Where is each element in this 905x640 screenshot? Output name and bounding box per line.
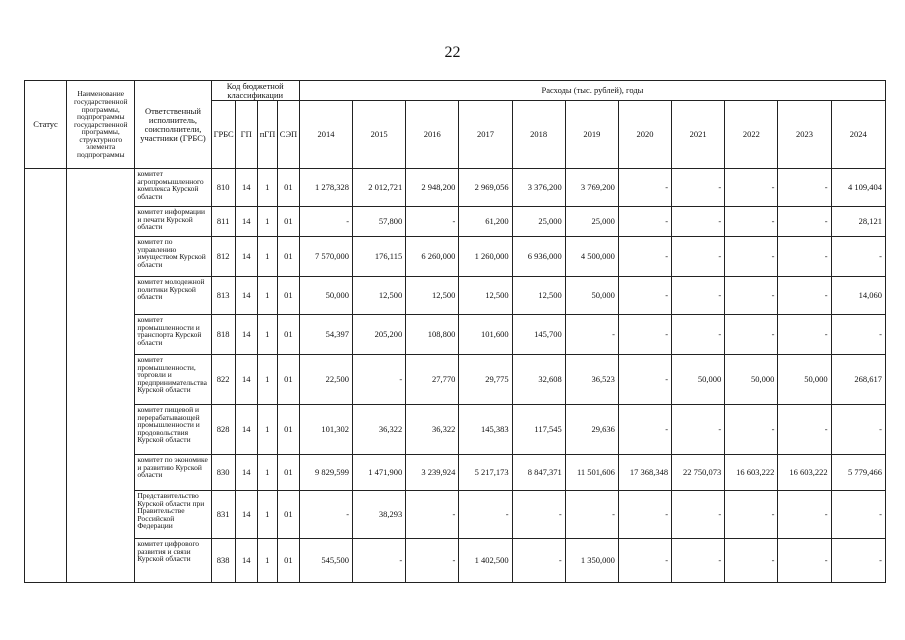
header-year: 2020 xyxy=(618,101,671,169)
code-cell: 01 xyxy=(277,355,299,405)
code-cell: 810 xyxy=(211,169,235,207)
value-cell: 108,800 xyxy=(406,315,459,355)
code-cell: 14 xyxy=(235,405,257,455)
value-cell: 7 570,000 xyxy=(299,237,352,277)
value-cell: 1 471,900 xyxy=(353,455,406,491)
code-cell: 14 xyxy=(235,277,257,315)
value-cell: 38,293 xyxy=(353,491,406,539)
value-cell: 5 217,173 xyxy=(459,455,512,491)
value-cell: 50,000 xyxy=(672,355,725,405)
value-cell: 61,200 xyxy=(459,207,512,237)
executor-cell: комитет промышленности, торговли и предпринимательства Курской области xyxy=(135,355,211,405)
header-year: 2024 xyxy=(831,101,885,169)
header-code-grbs: ГРБС xyxy=(211,101,235,169)
table-row xyxy=(25,169,886,207)
value-cell: 29,636 xyxy=(565,405,618,455)
value-cell: 205,200 xyxy=(353,315,406,355)
code-cell: 14 xyxy=(235,169,257,207)
code-cell: 14 xyxy=(235,237,257,277)
value-cell: 54,397 xyxy=(299,315,352,355)
value-cell: 14,060 xyxy=(831,277,885,315)
value-cell: 50,000 xyxy=(299,277,352,315)
value-cell: 2 012,721 xyxy=(353,169,406,207)
value-cell: 6 260,000 xyxy=(406,237,459,277)
table-row xyxy=(25,405,886,455)
budget-table xyxy=(24,80,886,583)
value-cell: - xyxy=(672,491,725,539)
value-cell: 36,322 xyxy=(406,405,459,455)
name-cell xyxy=(67,169,135,583)
value-cell: 1 260,000 xyxy=(459,237,512,277)
value-cell: 176,115 xyxy=(353,237,406,277)
value-cell: - xyxy=(672,315,725,355)
table-row xyxy=(25,315,886,355)
value-cell: 4 109,404 xyxy=(831,169,885,207)
value-cell: - xyxy=(406,491,459,539)
code-cell: 01 xyxy=(277,237,299,277)
code-cell: 818 xyxy=(211,315,235,355)
header-year: 2014 xyxy=(299,101,352,169)
header-expenses-group: Расходы (тыс. рублей), годы xyxy=(299,81,885,101)
value-cell: 16 603,222 xyxy=(725,455,778,491)
code-cell: 1 xyxy=(257,405,277,455)
executor-cell: комитет информации и печати Курской области xyxy=(135,207,211,237)
value-cell: 268,617 xyxy=(831,355,885,405)
value-cell: 27,770 xyxy=(406,355,459,405)
value-cell: 3 376,200 xyxy=(512,169,565,207)
value-cell: - xyxy=(778,491,831,539)
value-cell: - xyxy=(406,539,459,583)
value-cell: - xyxy=(353,539,406,583)
table-row xyxy=(25,491,886,539)
value-cell: - xyxy=(831,539,885,583)
code-cell: 822 xyxy=(211,355,235,405)
value-cell: - xyxy=(778,405,831,455)
executor-cell: комитет молодежной политики Курской области xyxy=(135,277,211,315)
value-cell: - xyxy=(618,315,671,355)
value-cell: - xyxy=(725,405,778,455)
value-cell: - xyxy=(299,207,352,237)
table-row xyxy=(25,207,886,237)
value-cell: 22,500 xyxy=(299,355,352,405)
value-cell: - xyxy=(512,539,565,583)
value-cell: - xyxy=(725,237,778,277)
value-cell: - xyxy=(618,405,671,455)
value-cell: - xyxy=(618,169,671,207)
value-cell: 32,608 xyxy=(512,355,565,405)
code-cell: 01 xyxy=(277,315,299,355)
value-cell: 29,775 xyxy=(459,355,512,405)
value-cell: 3 239,924 xyxy=(406,455,459,491)
code-cell: 01 xyxy=(277,207,299,237)
value-cell: 50,000 xyxy=(565,277,618,315)
value-cell: 36,523 xyxy=(565,355,618,405)
code-cell: 813 xyxy=(211,277,235,315)
value-cell: - xyxy=(778,315,831,355)
value-cell: 8 847,371 xyxy=(512,455,565,491)
value-cell: 22 750,073 xyxy=(672,455,725,491)
code-cell: 14 xyxy=(235,315,257,355)
header-code-group: Код бюджетной классификации xyxy=(211,81,299,101)
code-cell: 831 xyxy=(211,491,235,539)
value-cell: 101,600 xyxy=(459,315,512,355)
code-cell: 01 xyxy=(277,277,299,315)
value-cell: - xyxy=(672,237,725,277)
value-cell: - xyxy=(565,315,618,355)
value-cell: 9 829,599 xyxy=(299,455,352,491)
header-year: 2022 xyxy=(725,101,778,169)
value-cell: - xyxy=(778,169,831,207)
value-cell: - xyxy=(672,539,725,583)
value-cell: 11 501,606 xyxy=(565,455,618,491)
value-cell: - xyxy=(618,539,671,583)
code-cell: 14 xyxy=(235,455,257,491)
header-status: Статус xyxy=(25,81,67,169)
code-cell: 838 xyxy=(211,539,235,583)
code-cell: 1 xyxy=(257,491,277,539)
value-cell: 25,000 xyxy=(565,207,618,237)
code-cell: 1 xyxy=(257,207,277,237)
value-cell: - xyxy=(353,355,406,405)
value-cell: - xyxy=(778,539,831,583)
code-cell: 14 xyxy=(235,355,257,405)
value-cell: - xyxy=(725,207,778,237)
value-cell: - xyxy=(618,237,671,277)
value-cell: 101,302 xyxy=(299,405,352,455)
code-cell: 812 xyxy=(211,237,235,277)
executor-cell: комитет по экономике и развитию Курской области xyxy=(135,455,211,491)
value-cell: 17 368,348 xyxy=(618,455,671,491)
value-cell: - xyxy=(512,491,565,539)
value-cell: 12,500 xyxy=(406,277,459,315)
code-cell: 14 xyxy=(235,207,257,237)
value-cell: 145,383 xyxy=(459,405,512,455)
value-cell: 57,800 xyxy=(353,207,406,237)
value-cell: 3 769,200 xyxy=(565,169,618,207)
value-cell: - xyxy=(778,207,831,237)
executor-cell: комитет цифрового развития и связи Курской области xyxy=(135,539,211,583)
value-cell: - xyxy=(831,491,885,539)
value-cell: - xyxy=(725,277,778,315)
table-row xyxy=(25,237,886,277)
header-year: 2017 xyxy=(459,101,512,169)
executor-cell: комитет промышленности и транспорта Курской области xyxy=(135,315,211,355)
code-cell: 811 xyxy=(211,207,235,237)
code-cell: 1 xyxy=(257,455,277,491)
value-cell: - xyxy=(831,405,885,455)
code-cell: 01 xyxy=(277,455,299,491)
value-cell: 12,500 xyxy=(459,277,512,315)
header-code-gp: ГП xyxy=(235,101,257,169)
value-cell: - xyxy=(778,277,831,315)
code-cell: 01 xyxy=(277,539,299,583)
code-cell: 14 xyxy=(235,539,257,583)
header-year: 2015 xyxy=(353,101,406,169)
value-cell: - xyxy=(672,277,725,315)
value-cell: - xyxy=(406,207,459,237)
code-cell: 828 xyxy=(211,405,235,455)
status-cell xyxy=(25,169,67,583)
header-name: Наименование государственной программы, подпрограммы государственной программы, структурного элемента подпрограммы xyxy=(67,81,135,169)
value-cell: - xyxy=(565,491,618,539)
value-cell: - xyxy=(831,315,885,355)
value-cell: 36,322 xyxy=(353,405,406,455)
value-cell: 1 278,328 xyxy=(299,169,352,207)
code-cell: 1 xyxy=(257,355,277,405)
value-cell: - xyxy=(672,169,725,207)
page-number: 22 xyxy=(444,44,461,61)
code-cell: 830 xyxy=(211,455,235,491)
code-cell: 1 xyxy=(257,315,277,355)
code-cell: 01 xyxy=(277,169,299,207)
code-cell: 14 xyxy=(235,491,257,539)
value-cell: 1 350,000 xyxy=(565,539,618,583)
code-cell: 1 xyxy=(257,277,277,315)
value-cell: 50,000 xyxy=(778,355,831,405)
value-cell: 50,000 xyxy=(725,355,778,405)
value-cell: 2 969,056 xyxy=(459,169,512,207)
header-year: 2019 xyxy=(565,101,618,169)
table-row xyxy=(25,277,886,315)
value-cell: - xyxy=(778,237,831,277)
value-cell: - xyxy=(725,539,778,583)
value-cell: 16 603,222 xyxy=(778,455,831,491)
table-row xyxy=(25,539,886,583)
value-cell: - xyxy=(618,277,671,315)
value-cell: 12,500 xyxy=(512,277,565,315)
value-cell: - xyxy=(672,207,725,237)
value-cell: 145,700 xyxy=(512,315,565,355)
executor-cell: Представительство Курской области при Правительстве Российской Федерации xyxy=(135,491,211,539)
value-cell: 117,545 xyxy=(512,405,565,455)
code-cell: 1 xyxy=(257,169,277,207)
value-cell: 25,000 xyxy=(512,207,565,237)
code-cell: 1 xyxy=(257,539,277,583)
value-cell: - xyxy=(725,315,778,355)
value-cell: 5 779,466 xyxy=(831,455,885,491)
value-cell: - xyxy=(831,237,885,277)
executor-cell: комитет агропромышленного комплекса Курской области xyxy=(135,169,211,207)
value-cell: - xyxy=(459,491,512,539)
value-cell: 28,121 xyxy=(831,207,885,237)
value-cell: 4 500,000 xyxy=(565,237,618,277)
value-cell: - xyxy=(618,355,671,405)
code-cell: 01 xyxy=(277,405,299,455)
value-cell: - xyxy=(725,491,778,539)
value-cell: - xyxy=(618,491,671,539)
value-cell: 6 936,000 xyxy=(512,237,565,277)
value-cell: 1 402,500 xyxy=(459,539,512,583)
executor-cell: комитет пищевой и перерабатывающей промышленности и продовольствия Курской области xyxy=(135,405,211,455)
value-cell: - xyxy=(618,207,671,237)
code-cell: 01 xyxy=(277,491,299,539)
table-row xyxy=(25,455,886,491)
value-cell: 12,500 xyxy=(353,277,406,315)
header-year: 2023 xyxy=(778,101,831,169)
header-executor: Ответственный исполнитель, соисполнители, участники (ГРБС) xyxy=(135,81,211,169)
table-row xyxy=(25,355,886,405)
value-cell: 545,500 xyxy=(299,539,352,583)
header-year: 2016 xyxy=(406,101,459,169)
value-cell: - xyxy=(725,169,778,207)
code-cell: 1 xyxy=(257,237,277,277)
header-code-pgp: пГП xyxy=(257,101,277,169)
executor-cell: комитет по управлению имуществом Курской области xyxy=(135,237,211,277)
value-cell: - xyxy=(299,491,352,539)
value-cell: - xyxy=(672,405,725,455)
header-code-sep: СЭП xyxy=(277,101,299,169)
value-cell: 2 948,200 xyxy=(406,169,459,207)
header-year: 2021 xyxy=(672,101,725,169)
header-year: 2018 xyxy=(512,101,565,169)
